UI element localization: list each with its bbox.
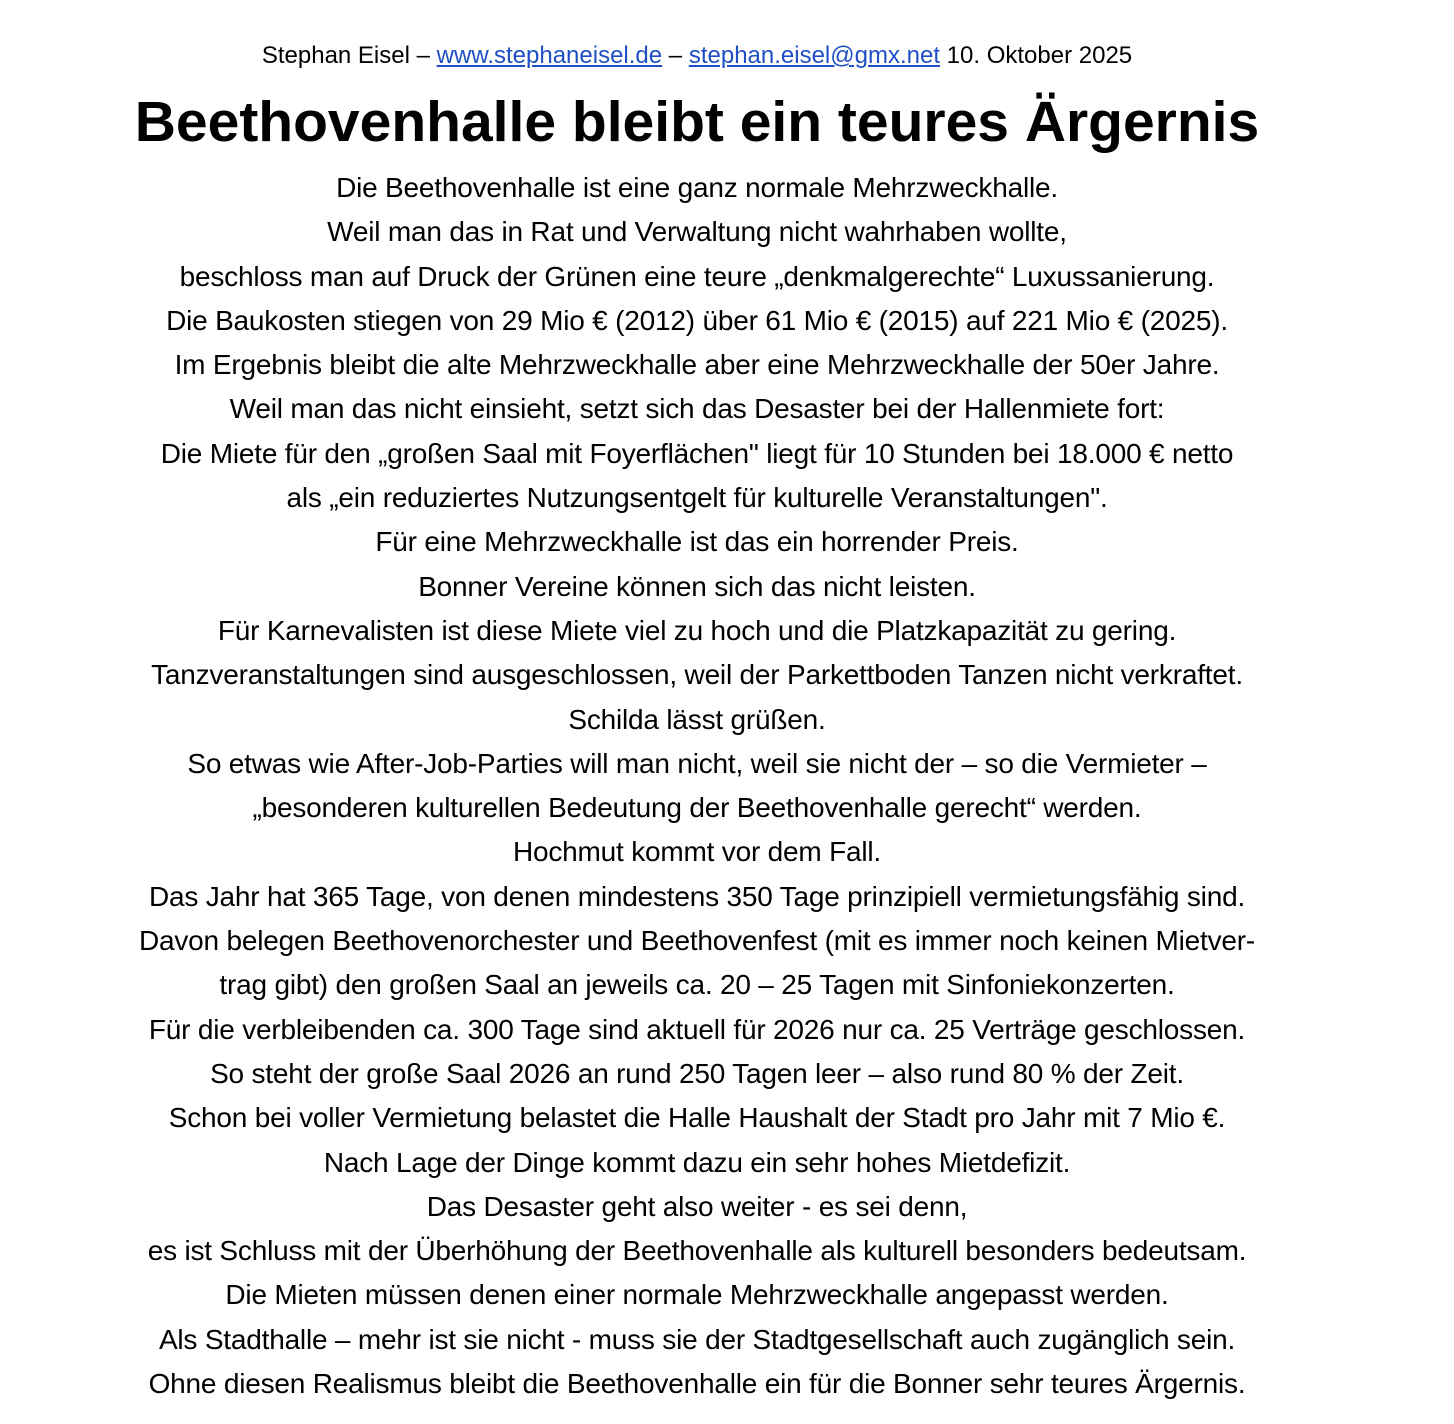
author-name: Stephan Eisel bbox=[261, 42, 410, 69]
text-line: Die Miete für den „großen Saal mit Foyerflächen" liegt für 10 Stunden bei 18.000 € netto bbox=[160, 437, 1234, 469]
text-line: Davon belegen Beethovenorchester und Beethovenfest (mit es immer noch keinen Mietver- bbox=[138, 925, 1256, 957]
header-separator: – bbox=[668, 42, 683, 69]
text-line: Das Desaster geht also weiter - es sei denn, bbox=[426, 1190, 968, 1222]
text-line: Die Mieten müssen denen einer normale Mehrzweckhalle angepasst werden. bbox=[225, 1279, 1169, 1311]
header-line bbox=[0, 40, 1394, 72]
text-line: trag gibt) den großen Saal an jeweils ca. 20 – 25 Tagen mit Sinfoniekonzerten. bbox=[219, 969, 1175, 1001]
text-line: Schilda lässt grüßen. bbox=[568, 703, 826, 735]
text-line: Im Ergebnis bleibt die alte Mehrzweckhalle aber eine Mehrzweckhalle der 50er Jahre. bbox=[174, 349, 1220, 381]
text-line: Schon bei voller Vermietung belastet die Halle Haushalt der Stadt pro Jahr mit 7 Mio €. bbox=[168, 1102, 1226, 1134]
text-line: „besonderen kulturellen Bedeutung der Beethovenhalle gerecht“ werden. bbox=[252, 792, 1142, 824]
text-line: als „ein reduziertes Nutzungsentgelt für kulturelle Veranstaltungen". bbox=[286, 482, 1108, 514]
text-line: Weil man das nicht einsieht, setzt sich das Desaster bei der Hallenmiete fort: bbox=[229, 393, 1165, 425]
text-line: Für Karnevalisten ist diese Miete viel zu hoch und die Platzkapazität zu gering. bbox=[217, 614, 1177, 646]
page-title: Beethovenhalle bleibt ein teures Ärgernis bbox=[134, 90, 1260, 154]
text-line: Für eine Mehrzweckhalle ist das ein horrender Preis. bbox=[375, 526, 1019, 558]
text-line: Hochmut kommt vor dem Fall. bbox=[512, 836, 882, 868]
text-line: Die Baukosten stiegen von 29 Mio € (2012) über 61 Mio € (2015) auf 221 Mio € (2025). bbox=[166, 304, 1228, 336]
website-link[interactable]: www.stephaneisel.de bbox=[436, 42, 663, 69]
text-line: Ohne diesen Realismus bleibt die Beethovenhalle ein für die Bonner sehr teures Ärgernis. bbox=[148, 1368, 1246, 1400]
text-line: Die Beethovenhalle ist eine ganz normale Mehrzweckhalle. bbox=[336, 172, 1058, 203]
text-line: Bonner Vereine können sich das nicht leisten. bbox=[418, 570, 976, 602]
header-date: 10. Oktober 2025 bbox=[946, 42, 1133, 69]
text-line: Als Stadthalle – mehr ist sie nicht - muss sie der Stadtgesellschaft auch zugänglich sein. bbox=[158, 1323, 1236, 1355]
text-line: Nach Lage der Dinge kommt dazu ein sehr hohes Mietdefizit. bbox=[323, 1146, 1071, 1178]
email-link[interactable]: stephan.eisel@gmx.net bbox=[688, 42, 940, 69]
text-line: So etwas wie After-Job-Parties will man nicht, weil sie nicht der – so die Vermieter – bbox=[187, 747, 1207, 779]
text-line: Für die verbleibenden ca. 300 Tage sind aktuell für 2026 nur ca. 25 Verträge geschlossen. bbox=[148, 1013, 1246, 1045]
text-line: es ist Schluss mit der Überhöhung der Beethovenhalle als kulturell besonders bedeutsam. bbox=[147, 1235, 1247, 1267]
text-line: Tanzveranstaltungen sind ausgeschlossen, weil der Parkettboden Tanzen nicht verkraftet. bbox=[151, 659, 1243, 691]
text-line: beschloss man auf Druck der Grünen eine teure „denkmalgerechte“ Luxussanierung. bbox=[179, 260, 1215, 292]
body-text bbox=[0, 166, 1394, 1406]
text-line: Weil man das in Rat und Verwaltung nicht wahrhaben wollte, bbox=[327, 216, 1067, 248]
text-line: So steht der große Saal 2026 an rund 250 Tagen leer – also rund 80 % der Zeit. bbox=[210, 1057, 1184, 1089]
header-separator: – bbox=[416, 42, 430, 69]
text-line: Das Jahr hat 365 Tage, von denen mindestens 350 Tage prinzipiell vermietungsfähig sind. bbox=[148, 880, 1246, 912]
